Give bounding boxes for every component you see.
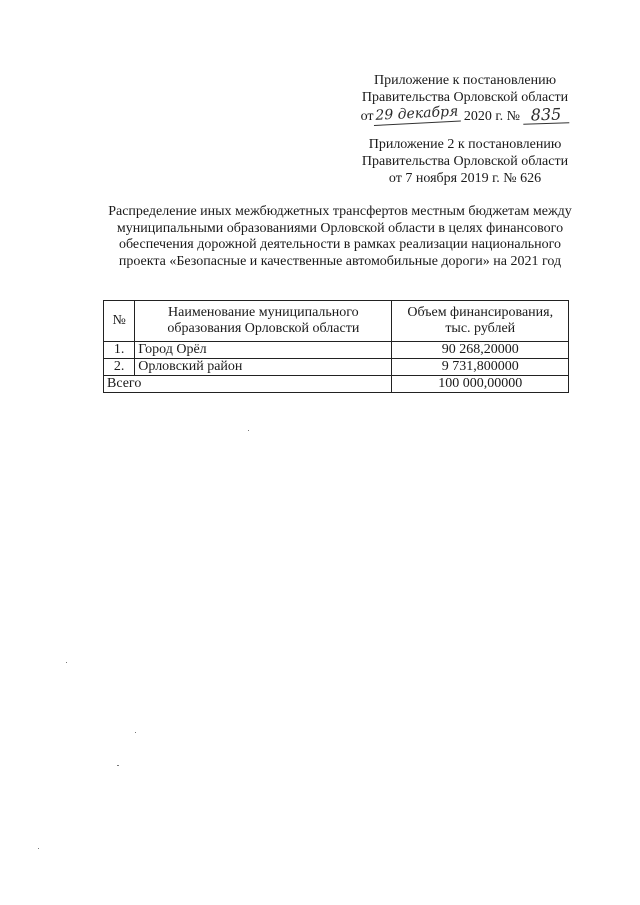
total-label: Всего [104, 376, 392, 393]
header-name: Наименование муниципального образования Орловской области [135, 301, 392, 342]
table-header-row [104, 301, 569, 342]
annex-date-number-line [360, 103, 570, 126]
handwritten-number: 835 [523, 105, 570, 125]
annex-header-previous [330, 136, 600, 187]
annex2-line-2: Правительства Орловской области [361, 154, 569, 169]
row-volume: 90 268,20000 [392, 342, 569, 359]
annex2-line-1: Приложение 2 к постановлению [368, 137, 562, 152]
document-title: Распределение иных межбюджетных трансфертов местным бюджетам между муниципальными образованиями Орловской области в целях финансового обеспечения дорожной деятельности в рамках реализации национального проекта «Безопасные и качественные автомобильные дороги» на 2021 год [108, 204, 572, 269]
annex-line-1: Приложение к постановлению [373, 73, 557, 88]
row-num: 2. [104, 359, 135, 376]
row-name: Орловский район [135, 359, 392, 376]
year-number-label: 2020 г. № [463, 109, 520, 124]
table-row [104, 359, 569, 376]
row-num: 1. [104, 342, 135, 359]
table-total-row [104, 376, 569, 393]
row-volume: 9 731,800000 [392, 359, 569, 376]
handwritten-date: 29 декабря [373, 103, 461, 126]
header-volume: Объем финансирования, тыс. рублей [392, 301, 569, 342]
funding-table [103, 300, 569, 393]
total-volume: 100 000,00000 [392, 376, 569, 393]
header-num: № [104, 301, 135, 342]
annex-header-current [330, 72, 600, 126]
annex2-line-3: от 7 ноября 2019 г. № 626 [388, 171, 542, 186]
date-prefix: от [360, 109, 374, 124]
annex-line-2: Правительства Орловской области [361, 90, 569, 105]
row-name: Город Орёл [135, 342, 392, 359]
table-row [104, 342, 569, 359]
